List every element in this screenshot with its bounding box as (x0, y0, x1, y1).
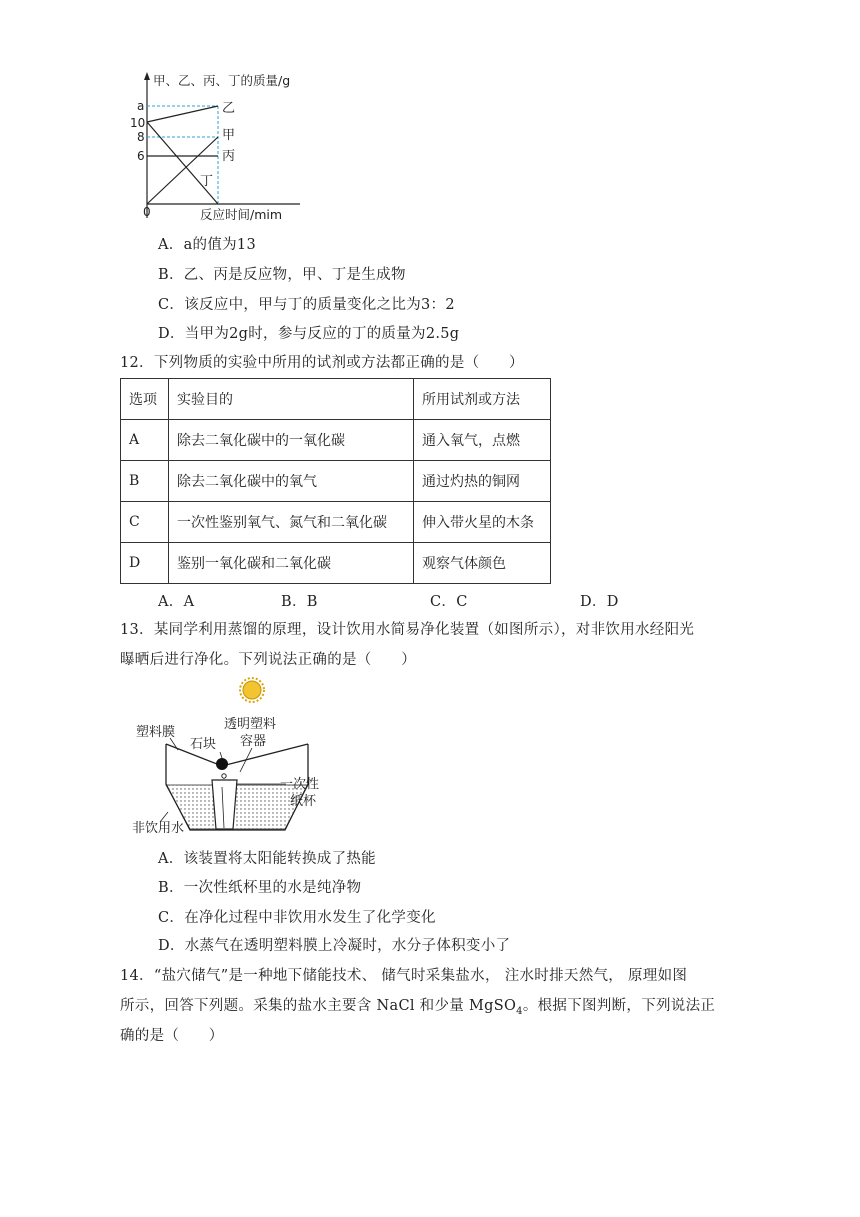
q14-stem-line2 (120, 994, 715, 1017)
sun-icon (240, 678, 264, 702)
series-label-ding: 丁 (200, 174, 214, 189)
q12-table (120, 378, 551, 584)
q11-option-a: A．a的值为13 (158, 237, 256, 253)
leader-stone (220, 752, 222, 758)
table-cell: 通入氧气，点燃 (414, 420, 551, 461)
series-label-bing: 丙 (222, 149, 236, 164)
y-tick-a: a (137, 99, 145, 113)
series-label-yi: 乙 (222, 101, 236, 116)
table-cell: 伸入带火星的木条 (414, 502, 551, 543)
series-yi-line (147, 106, 218, 122)
table-cell: A (121, 420, 169, 461)
table-cell: 一次性鉴别氧气、氮气和二氧化碳 (169, 502, 414, 543)
y-tick-6: 6 (137, 149, 145, 163)
q14-stem-line3: 确的是（ ） (120, 1028, 224, 1044)
q12-choice-a: A．A (158, 594, 195, 610)
y-axis-label: 甲、乙、丙、丁的质量/g (153, 73, 291, 88)
q11-chart-svg (0, 0, 860, 230)
series-jia-line (147, 137, 218, 204)
table-row (121, 543, 551, 584)
q11-option-c: C．该反应中，甲与丁的质量变化之比为3：2 (158, 297, 455, 313)
table-row (121, 461, 551, 502)
y-axis-arrow (144, 72, 150, 80)
y-tick-8: 8 (137, 130, 145, 144)
q14-stem-line1: 14．“盐穴储气”是一种地下储能技术、 储气时采集盐水， 注水时排天然气， 原理如图 (120, 968, 688, 984)
q14-line2-post: 。根据下图判断，下列说法正 (522, 998, 716, 1014)
x-axis-label: 反应时间/mim (200, 207, 283, 222)
q12-choice-b: B．B (281, 594, 318, 610)
q11-option-b: B．乙、丙是反应物，甲、丁是生成物 (158, 267, 406, 283)
q13-stem-line2: 曝晒后进行净化。下列说法正确的是（ ） (120, 652, 416, 668)
table-cell: 鉴别一氧化碳和二氧化碳 (169, 543, 414, 584)
q13-option-a: A．该装置将太阳能转换成了热能 (158, 851, 376, 867)
label-container-1: 透明塑料 (224, 717, 277, 732)
table-cell: D (121, 543, 169, 584)
label-stone: 石块 (190, 737, 217, 752)
table-cell: 通过灼热的铜网 (414, 461, 551, 502)
table-cell: 观察气体颜色 (414, 543, 551, 584)
y-tick-10: 10 (130, 116, 146, 130)
q12-choice-c: C．C (430, 594, 468, 610)
q13-stem-line1: 13．某同学利用蒸馏的原理，设计饮用水简易净化装置（如图所示），对非饮用水经阳光 (120, 622, 695, 638)
label-cup-1: 一次性 (280, 777, 320, 792)
q13-option-c: C．在净化过程中非饮用水发生了化学变化 (158, 910, 436, 926)
table-header-cell: 选项 (121, 379, 169, 420)
table-row (121, 420, 551, 461)
table-header-cell: 实验目的 (169, 379, 414, 420)
q12-stem: 12．下列物质的实验中所用的试剂或方法都正确的是（ ） (120, 355, 524, 371)
label-plastic-film: 塑料膜 (136, 725, 176, 740)
table-header-cell: 所用试剂或方法 (414, 379, 551, 420)
q13-option-d: D．水蒸气在透明塑料膜上冷凝时，水分子体积变小了 (158, 938, 511, 954)
leader-container (240, 748, 252, 772)
table-cell: C (121, 502, 169, 543)
water-drop (222, 774, 226, 778)
table-row (121, 502, 551, 543)
q13-figure-svg (0, 672, 860, 842)
table-cell: B (121, 461, 169, 502)
series-ding-line (147, 122, 218, 204)
table-cell: 除去二氧化碳中的氧气 (169, 461, 414, 502)
label-cup-2: 纸杯 (290, 794, 317, 809)
q13-option-b: B．一次性纸杯里的水是纯净物 (158, 880, 362, 896)
q14-line2-pre: 所示，回答下列题。采集的盐水主要含 NaCl 和少量 MgSO (120, 998, 517, 1014)
label-water: 非饮用水 (132, 821, 185, 836)
table-header-row (121, 379, 551, 420)
series-label-jia: 甲 (222, 128, 236, 143)
origin-label: 0 (143, 205, 151, 219)
stone (216, 758, 228, 770)
label-container-2: 容器 (240, 734, 267, 749)
q14-line2-sub: 4 (516, 1005, 523, 1017)
q11-option-d: D．当甲为2g时，参与反应的丁的质量为2.5g (158, 326, 460, 342)
q12-choice-d: D．D (580, 594, 619, 610)
plastic-film (166, 744, 308, 766)
table-cell: 除去二氧化碳中的一氧化碳 (169, 420, 414, 461)
paper-cup (212, 780, 237, 829)
